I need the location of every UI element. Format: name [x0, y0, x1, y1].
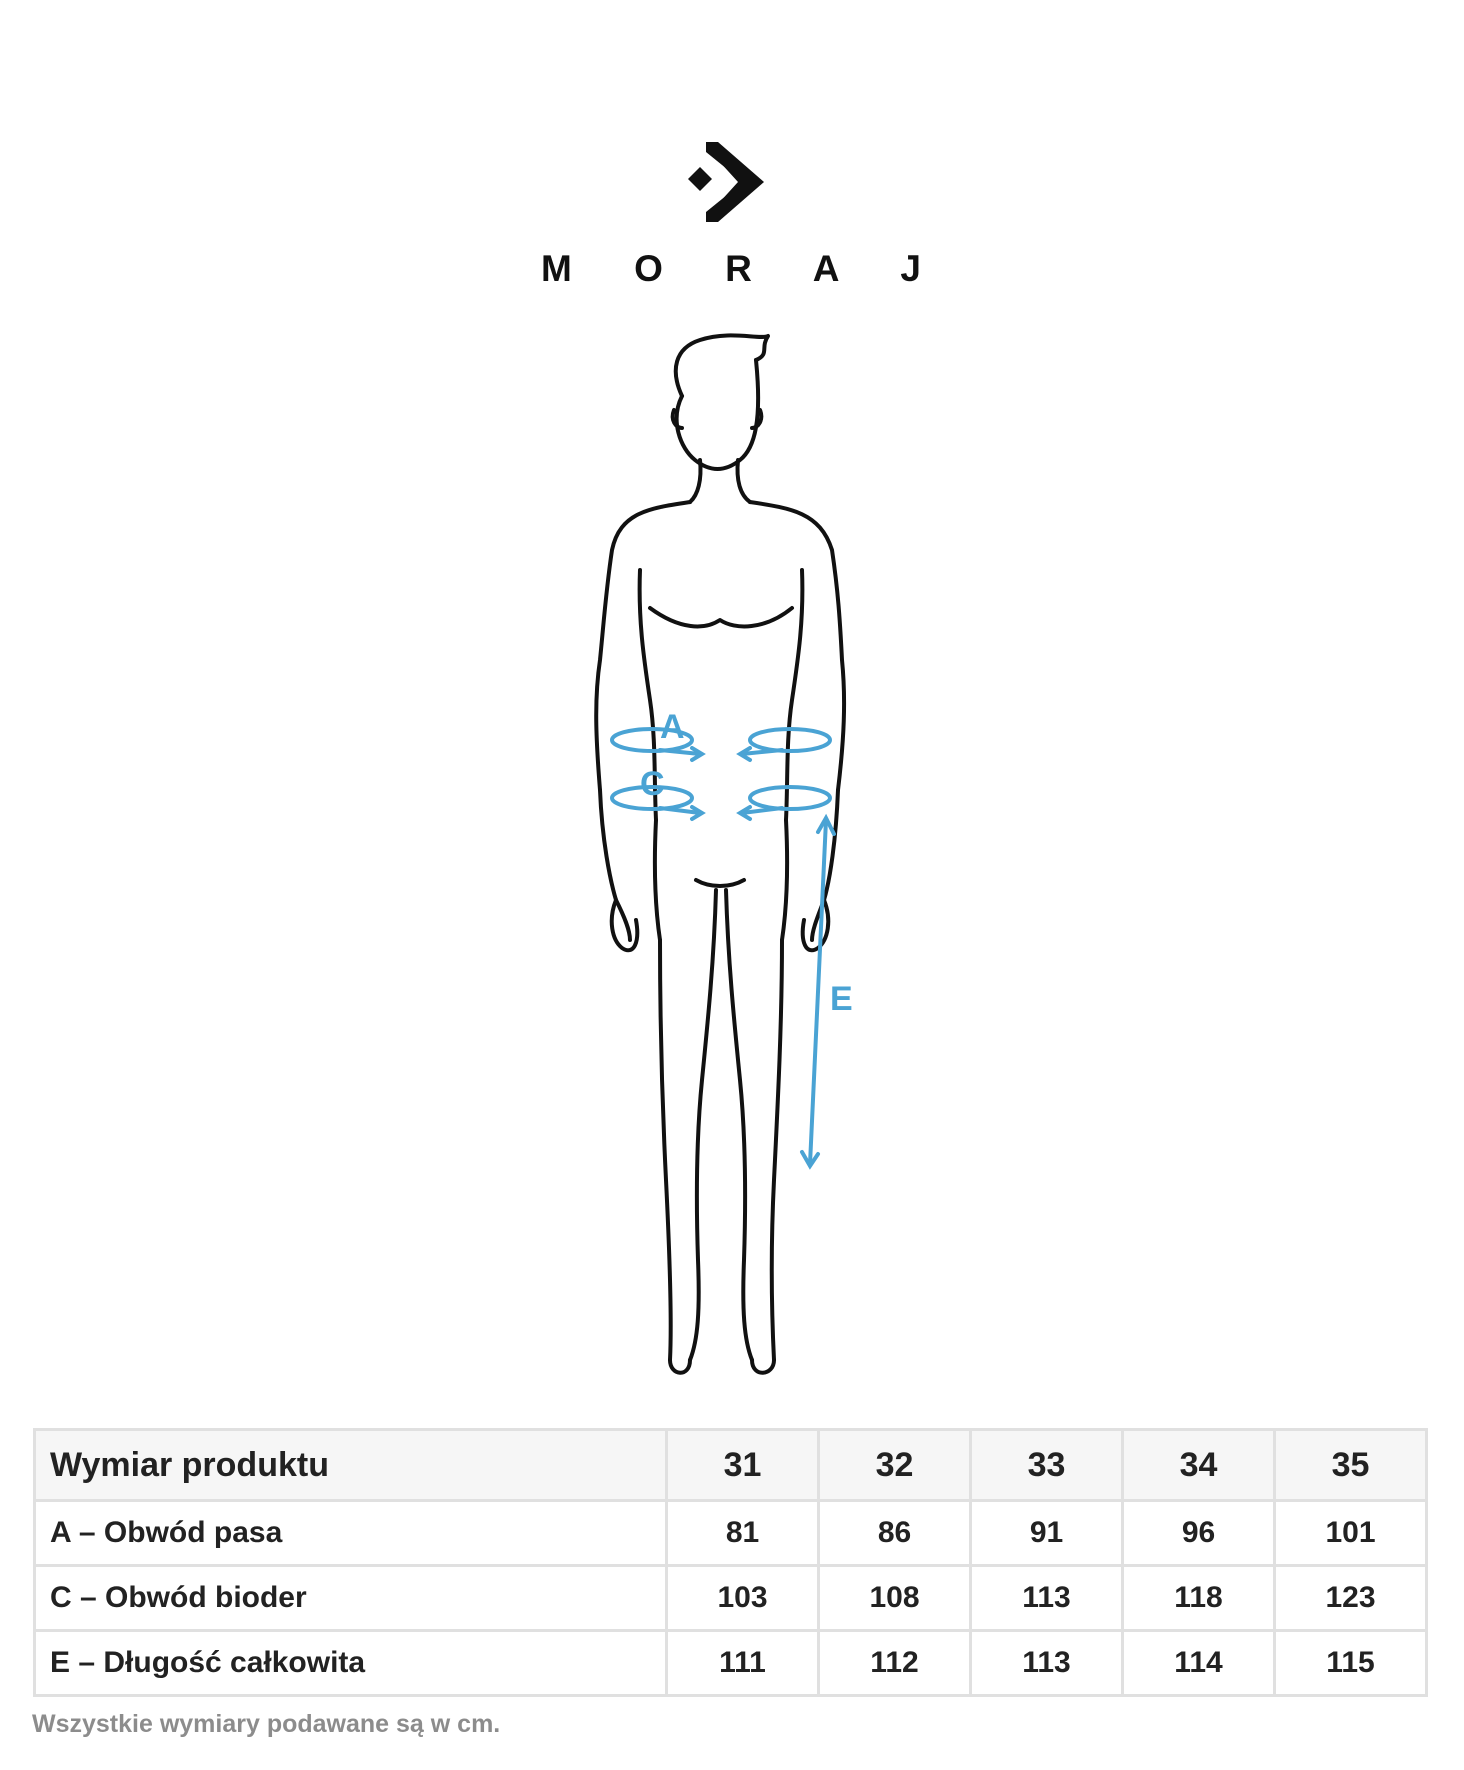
body-outline: [520, 320, 940, 1380]
cell-value: 113: [971, 1631, 1123, 1696]
row-label: A – Obwód pasa: [35, 1501, 667, 1566]
header-size: 33: [971, 1430, 1123, 1501]
label-a: A: [660, 708, 685, 746]
row-label: E – Długość całkowita: [35, 1631, 667, 1696]
cell-value: 123: [1275, 1566, 1427, 1631]
cell-value: 108: [819, 1566, 971, 1631]
cell-value: 111: [667, 1631, 819, 1696]
table-row: [35, 1631, 1427, 1696]
row-label: C – Obwód bioder: [35, 1566, 667, 1631]
header-size: 35: [1275, 1430, 1427, 1501]
measurement-diagram: [520, 320, 940, 1380]
moraj-logo-icon: [688, 142, 768, 222]
header-size: 32: [819, 1430, 971, 1501]
label-c: C: [640, 765, 665, 803]
label-e: E: [830, 980, 853, 1018]
cell-value: 81: [667, 1501, 819, 1566]
cell-value: 113: [971, 1566, 1123, 1631]
cell-value: 118: [1123, 1566, 1275, 1631]
header-label: Wymiar produktu: [35, 1430, 667, 1501]
cell-value: 115: [1275, 1631, 1427, 1696]
size-table: [33, 1428, 1428, 1697]
cell-value: 91: [971, 1501, 1123, 1566]
table-row: [35, 1501, 1427, 1566]
units-note: Wszystkie wymiary podawane są w cm.: [32, 1710, 501, 1738]
brand-logo: [0, 0, 1464, 300]
table-row: [35, 1566, 1427, 1631]
cell-value: 103: [667, 1566, 819, 1631]
cell-value: 101: [1275, 1501, 1427, 1566]
cell-value: 112: [819, 1631, 971, 1696]
cell-value: 96: [1123, 1501, 1275, 1566]
brand-name: M O R A J: [541, 248, 947, 289]
header-size: 31: [667, 1430, 819, 1501]
cell-value: 114: [1123, 1631, 1275, 1696]
header-size: 34: [1123, 1430, 1275, 1501]
cell-value: 86: [819, 1501, 971, 1566]
table-header-row: [35, 1430, 1427, 1501]
